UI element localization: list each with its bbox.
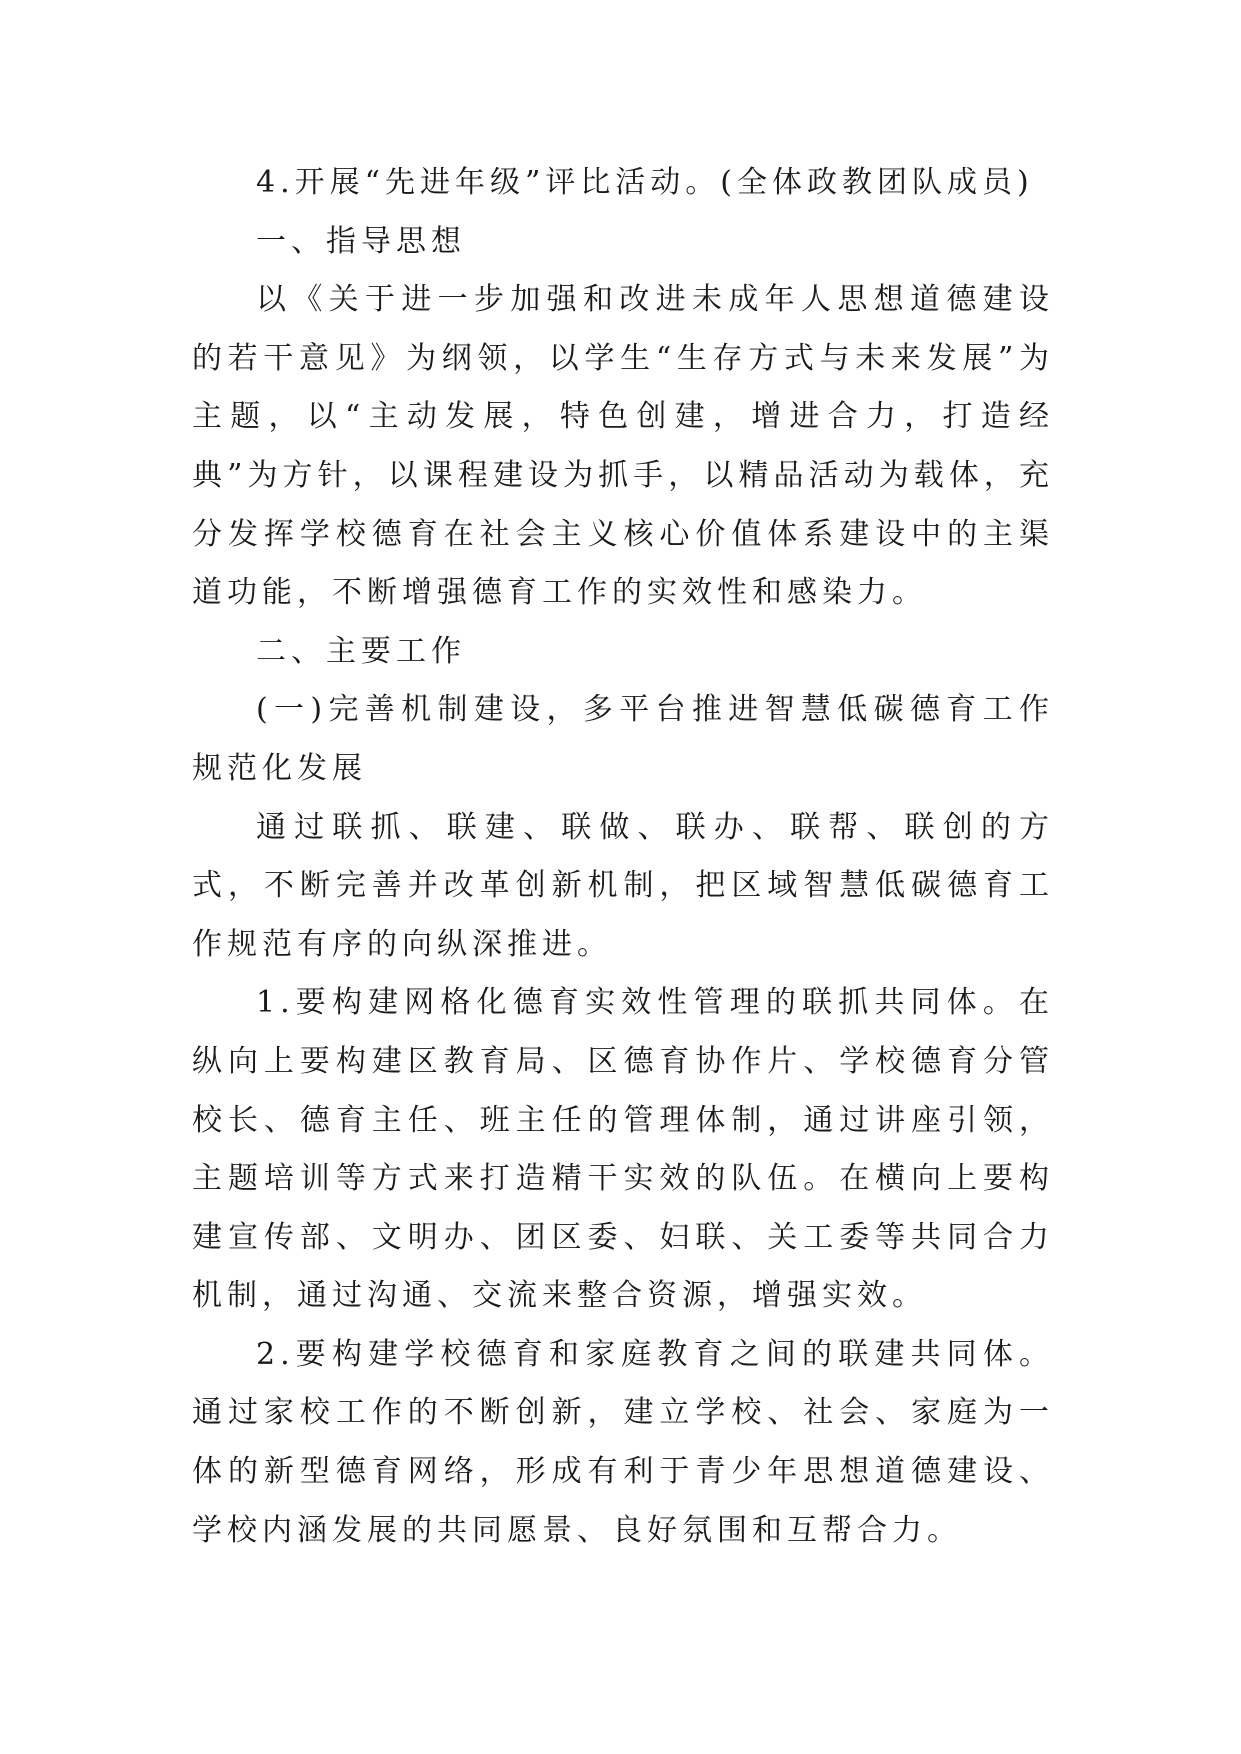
subheading-mechanism-building: (一)完善机制建设，多平台推进智慧低碳德育工作规范化发展 — [192, 692, 1054, 786]
paragraph-activity-item-4: 4.开展“先进年级”评比活动。(全体政教团队成员) — [256, 165, 1034, 200]
paragraph-item-1: 1.要构建网格化德育实效性管理的联抓共同体。在纵向上要构建区教育局、区德育协作片、学校德育分管校长、德育主任、班主任的管理体制，通过讲座引领，主题培训等方式来打造精干实效的队伍。在横向上要构建宣传部、文明办、团区委、妇联、关工委等共同合力机制，通过沟通、交流来整合资源，增强实效。 — [192, 985, 1054, 1314]
heading-guiding-ideology: 一、指导思想 — [256, 223, 466, 259]
paragraph-item-2: 2.要构建学校德育和家庭教育之间的联建共同体。通过家校工作的不断创新，建立学校、社会、家庭为一体的新型德育网络，形成有利于青少年思想道德建设、学校内涵发展的共同愿景、良好氛围和互帮合力。 — [192, 1336, 1054, 1548]
heading-main-work: 二、主要工作 — [256, 633, 466, 669]
paragraph-mechanism-building: 通过联抓、联建、联做、联办、联帮、联创的方式，不断完善并改革创新机制，把区域智慧低碳德育工作规范有序的向纵深推进。 — [192, 809, 1054, 962]
document-body — [192, 154, 1054, 1560]
paragraph-guiding-ideology: 以《关于进一步加强和改进未成年人思想道德建设的若干意见》为纲领，以学生“生存方式与未来发展”为主题，以“主动发展，特色创建，增进合力，打造经典”为方针，以课程建设为抓手，以精品活动为载体，充分发挥学校德育在社会主义核心价值体系建设中的主渠道功能，不断增强德育工作的实效性和感染力。 — [192, 282, 1054, 611]
